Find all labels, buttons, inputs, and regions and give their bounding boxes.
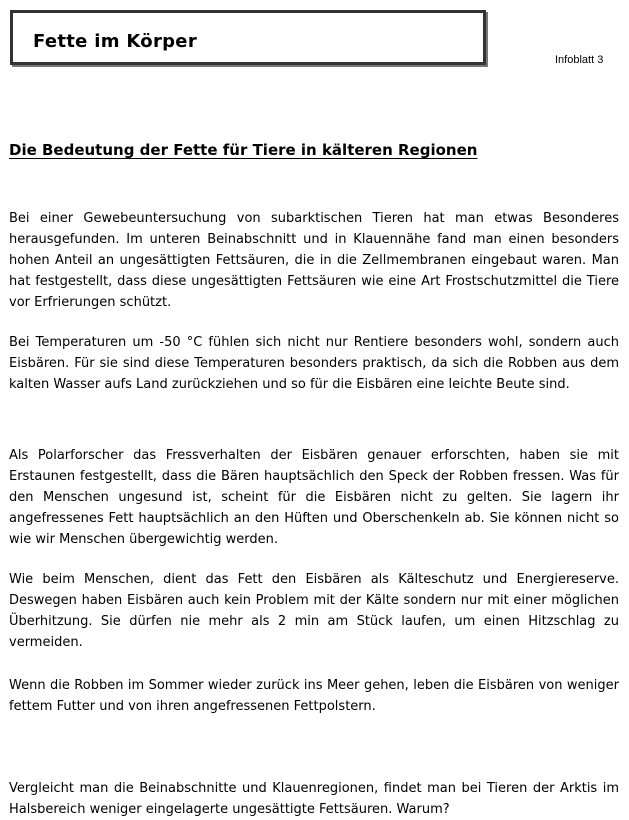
paragraph-feeding-behavior: Als Polarforscher das Fressverhalten der Eisbären genauer erforschten, haben sie mit Erstaunen festgestellt, dass die Bären hauptsächlich den Speck der Robben fressen. Was für den Menschen ungesund ist, scheint für die Eisbären nicht zu gelten. Sie lagern ihr angefressenes Fett hauptsächlich an den Hüften und Oberschenkeln ab. Sie können nicht so wie wir Menschen übergewichtig werden. <box>9 448 619 547</box>
sheet-label: Infoblatt 3 <box>555 54 604 66</box>
paragraph-question: Vergleicht man die Beinabschnitte und Klauenregionen, findet man bei Tieren der Arktis im Halsbereich weniger eingelagerte ungesättigte Fettsäuren. Warum? <box>9 781 619 817</box>
page-title: Fette im Körper <box>33 31 197 52</box>
paragraph-summer: Wenn die Robben im Sommer wieder zurück ins Meer gehen, leben die Eisbären von weniger fettem Futter und von ihren angefressenen Fettpolstern. <box>9 678 619 714</box>
paragraph-tissue-study: Bei einer Gewebeuntersuchung von subarktischen Tieren hat man etwas Besonderes herausgefunden. Im unteren Beinabschnitt und in Klauennähe fand man einen besonders hohen Anteil an ungesättigten Fettsäuren, die in die Zellmembranen eingebaut waren. Man hat festgestellt, dass diese ungesättigten Fettsäuren wie eine Art Frostschutzmittel die Tiere vor Erfrierungen schützt. <box>9 211 619 310</box>
section-heading: Die Bedeutung der Fette für Tiere in kälteren Regionen <box>9 141 478 159</box>
title-box <box>10 10 486 65</box>
paragraph-cold-protection: Wie beim Menschen, dient das Fett den Eisbären als Kälteschutz und Energiereserve. Deswegen haben Eisbären auch kein Problem mit der Kälte sondern nur mit einer möglichen Überhitzung. Sie dürfen nie mehr als 2 min am Stück laufen, um einen Hitzschlag zu vermeiden. <box>9 572 619 650</box>
paragraph-temperatures: Bei Temperaturen um -50 °C fühlen sich nicht nur Rentiere besonders wohl, sondern auch Eisbären. Für sie sind diese Temperaturen besonders praktisch, da sich die Robben aus dem kalten Wasser aufs Land zurückziehen und so für die Eisbären eine leichte Beute sind. <box>9 335 619 392</box>
